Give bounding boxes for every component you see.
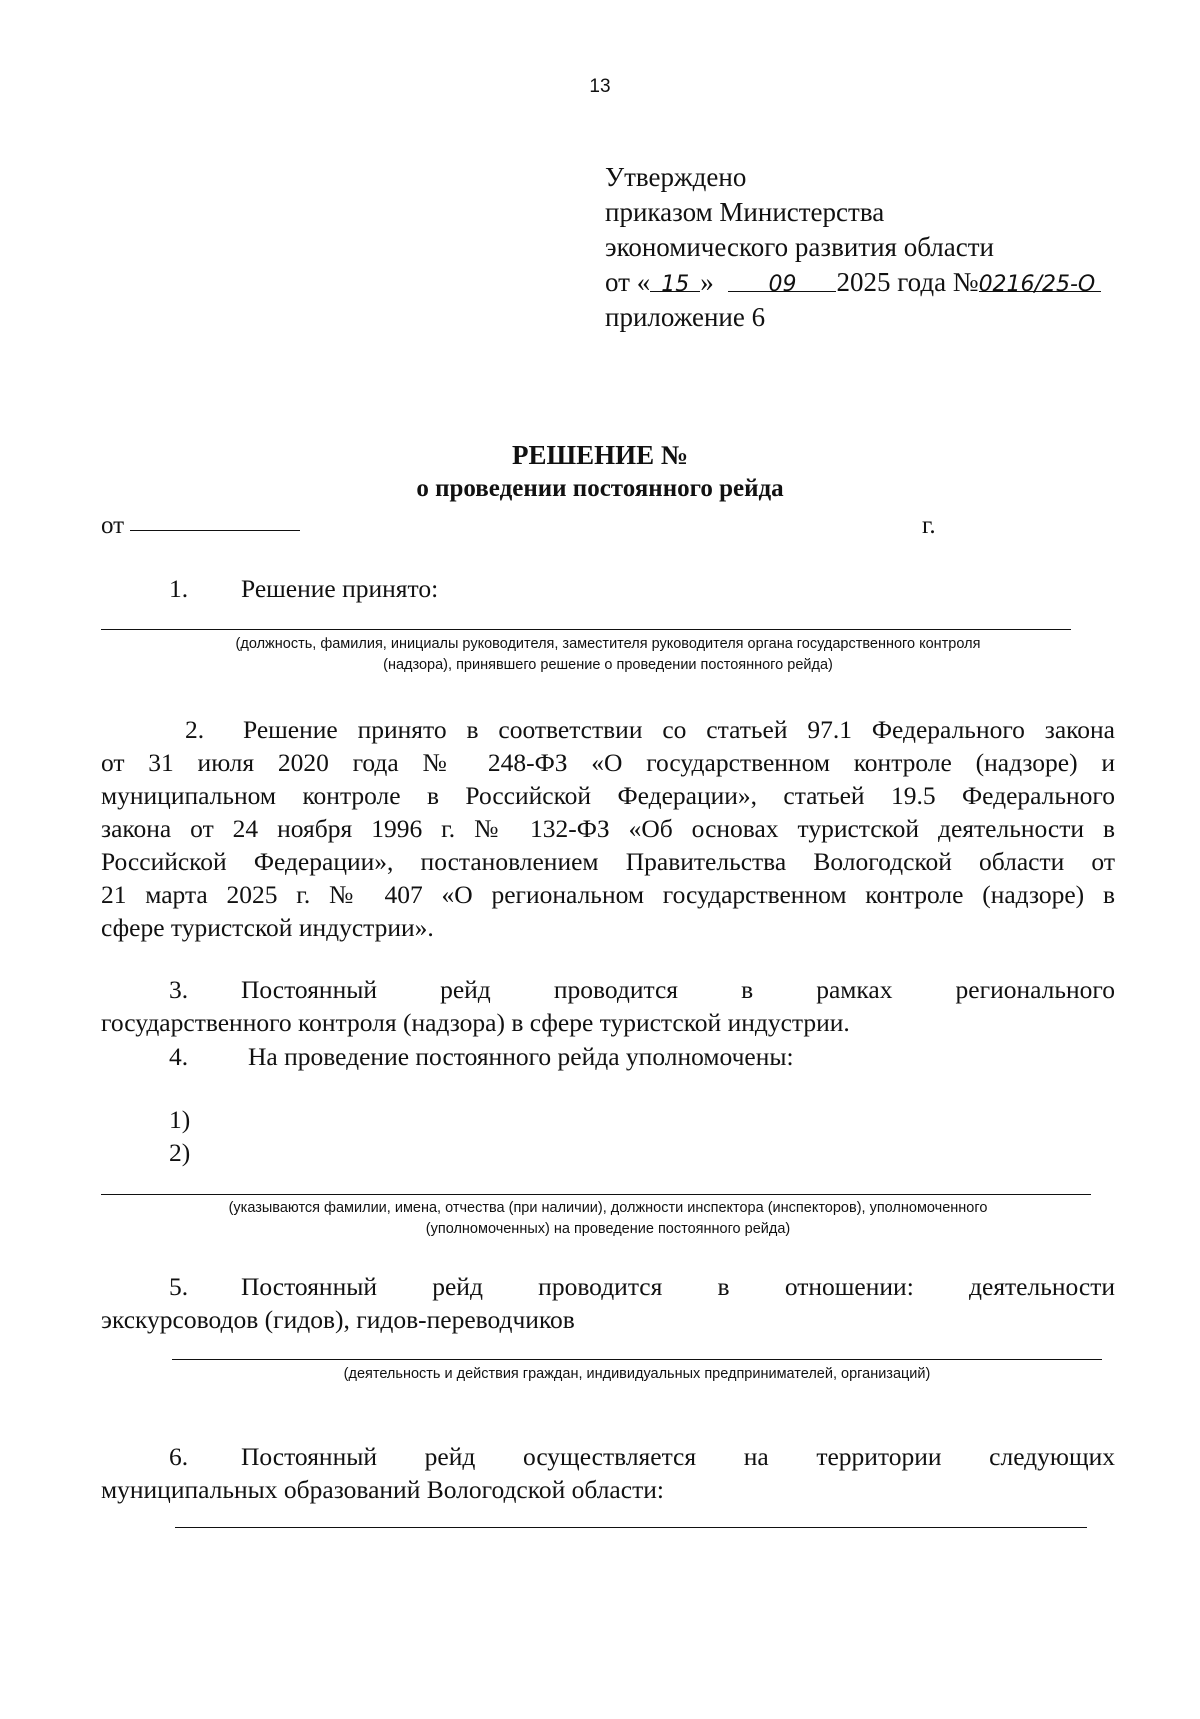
section-4 xyxy=(101,1040,1115,1073)
page-number: 13 xyxy=(589,76,611,97)
handwritten-day: 15 xyxy=(661,272,690,297)
section-6-line1: 6. Постоянный рейд осуществляется на территории следующих xyxy=(169,1442,1115,1471)
section-2-line2: от 31 июля 2020 года № 248-ФЗ «О государственном контроле (надзоре) и xyxy=(101,748,1115,777)
section-6-line2: муниципальных образований Вологодской области: xyxy=(101,1475,664,1504)
section-1-caption-line2: (надзора), принявшего решение о проведении постоянного рейда) xyxy=(383,657,833,673)
approval-date-line xyxy=(605,265,1101,300)
section-2-number: 2. xyxy=(185,715,205,744)
section-1-caption-line1: (должность, фамилия, инициалы руководителя, заместителя руководителя органа государственного контроля xyxy=(235,636,981,652)
section-2-line6: 21 марта 2025 г. № 407 «О региональном государственном контроле (надзоре) в xyxy=(101,880,1115,909)
section-5-caption: (деятельность и действия граждан, индивидуальных предпринимателей, организаций) xyxy=(343,1366,931,1382)
section-4-caption-line2: (уполномоченных) на проведение постоянного рейда) xyxy=(425,1221,791,1237)
section-1-fill-line xyxy=(101,629,1071,630)
section-1-caption xyxy=(101,634,1115,676)
month-blank xyxy=(728,265,836,297)
approval-line-ministry: экономического развития области xyxy=(605,232,994,262)
handwritten-order-number: 0216/25-О xyxy=(978,272,1096,297)
section-1-number: 1. xyxy=(169,574,189,603)
section-6-fill-line xyxy=(175,1527,1087,1528)
section-3 xyxy=(101,973,1115,1039)
section-3-line1: 3. Постоянный рейд проводится в рамках регионального xyxy=(169,975,1115,1004)
date-year-suffix: г. xyxy=(922,512,936,539)
approval-block xyxy=(605,160,1101,335)
section-4-list xyxy=(101,1103,1115,1169)
section-5-fill-line xyxy=(172,1359,1102,1360)
section-2-line1: 2. Решение принято в соответствии со статьей 97.1 Федерального закона xyxy=(185,715,1115,744)
section-5 xyxy=(101,1270,1115,1336)
section-4-number: 4. xyxy=(169,1042,189,1071)
section-5-number: 5. xyxy=(169,1272,189,1301)
section-4-item-1: 1) xyxy=(169,1105,191,1134)
section-3-number: 3. xyxy=(169,975,189,1004)
section-4-caption-line1: (указываются фамилии, имена, отчества (при наличии), должности инспектора (инспекторов), уполномоченного xyxy=(228,1200,988,1216)
day-blank xyxy=(650,265,700,297)
date-mid: » xyxy=(700,267,714,297)
year-text: 2025 года № xyxy=(836,267,979,297)
date-prefix-from: от xyxy=(101,512,125,539)
section-2-line7: сфере туристской индустрии». xyxy=(101,913,434,942)
section-6-number: 6. xyxy=(169,1442,189,1471)
section-5-line2: экскурсоводов (гидов), гидов-переводчиков xyxy=(101,1305,575,1334)
section-2-line5: Российской Федерации», постановлением Правительства Вологодской области от xyxy=(101,847,1115,876)
section-2 xyxy=(101,713,1115,944)
section-4-text: На проведение постоянного рейда уполномочены: xyxy=(248,1042,794,1071)
section-1-text: Решение принято: xyxy=(241,574,439,603)
section-4-item-2: 2) xyxy=(169,1138,191,1167)
date-prefix: от « xyxy=(605,267,651,297)
section-1 xyxy=(101,572,1115,605)
handwritten-month: 09 xyxy=(768,272,797,297)
section-4-caption xyxy=(101,1198,1115,1240)
date-blank-line xyxy=(130,530,300,531)
section-6 xyxy=(101,1440,1115,1506)
order-number-blank xyxy=(978,265,1101,297)
approval-line-approved: Утверждено xyxy=(605,162,747,192)
section-4-fill-line xyxy=(101,1194,1091,1195)
section-3-line2: государственного контроля (надзора) в сфере туристской индустрии. xyxy=(101,1008,850,1037)
document-subtitle: о проведении постоянного рейда xyxy=(416,475,784,502)
section-2-line3: муниципальном контроле в Российской Федерации», статьей 19.5 Федерального xyxy=(101,781,1115,810)
section-2-line4: закона от 24 ноября 1996 г. № 132-ФЗ «Об основах туристской деятельности в xyxy=(101,814,1115,843)
document-title: РЕШЕНИЕ № xyxy=(511,440,689,470)
approval-line-order: приказом Министерства xyxy=(605,197,885,227)
approval-line-attachment: приложение 6 xyxy=(605,302,766,332)
section-5-line1: 5. Постоянный рейд проводится в отношении: деятельности xyxy=(169,1272,1115,1301)
